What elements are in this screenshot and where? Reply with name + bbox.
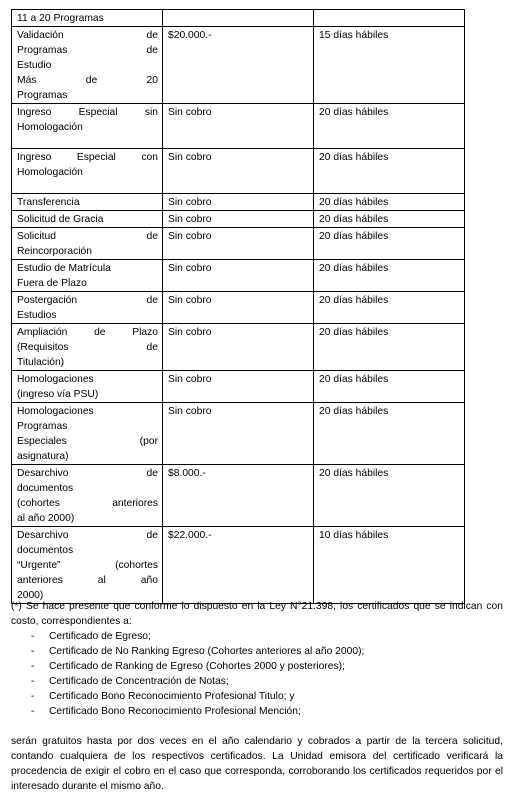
table-row [12,527,465,604]
table-row [12,104,465,149]
plazo-cell: 20 días hábiles [314,403,465,465]
list-item-text: Certificado Bono Reconocimiento Profesional Titulo; y [49,691,295,702]
bullet-dash: - [31,676,35,687]
tramite-line: Homologaciones [17,374,94,385]
tramite-cell [12,211,163,228]
costo-cell: $8.000.- [163,465,314,527]
tramite-line: asignatura) [17,451,69,462]
tramite-line: al año 2000) [17,513,75,524]
plazo-cell: 20 días hábiles [314,324,465,371]
bullet-dash: - [31,646,35,657]
costo-cell: Sin cobro [163,104,314,149]
costo-cell: Sin cobro [163,324,314,371]
table-row [12,27,465,104]
list-item-text: Certificado de Egreso; [49,631,151,642]
tramite-line: Programas [17,421,68,432]
tramite-line: Validación de [17,30,158,41]
plazo-cell: 20 días hábiles [314,465,465,527]
tramite-line: Estudio de Matrícula [17,263,111,274]
tramite-line: 11 a 20 Programas [17,13,104,24]
costo-cell: Sin cobro [163,211,314,228]
costo-cell [163,10,314,27]
table-row [12,324,465,371]
tramite-cell [12,527,163,604]
tramite-cell [12,228,163,260]
tramite-line: 2000) [17,590,44,601]
list-item-text: Certificado Bono Reconocimiento Profesional Mención; [49,706,301,717]
plazo-cell: 15 días hábiles [314,27,465,104]
tramite-line: Programas de [17,45,158,56]
costo-cell: Sin cobro [163,228,314,260]
table-row [12,211,465,228]
list-item [11,689,503,704]
costo-cell: Sin cobro [163,403,314,465]
bullet-dash: - [31,706,35,717]
tramite-line: anteriores al año [17,575,158,586]
tramite-line: (ingreso vía PSU) [17,389,99,400]
fee-table [11,9,465,604]
bullet-dash: - [31,691,35,702]
tramite-line: Programas [17,90,68,101]
footnote-closing: serán gratuitos hasta por dos veces en el año calendario y cobrados a partir de la tercera solicitud, contando cualquiera de los respectivos certificados. La Unidad emisora del certificado verificará la procedencia de exigir el cobro en el caso que corresponda, corroborando los certificados requeridos por el interesado durante el mismo año. [11,736,503,792]
table-row [12,260,465,292]
plazo-cell: 20 días hábiles [314,104,465,149]
tramite-line: Ingreso Especial con [17,152,158,163]
bullet-dash: - [31,631,35,642]
list-item-text: Certificado de No Ranking Egreso (Cohortes anteriores al año 2000); [49,646,365,657]
tramite-line: Estudio [17,60,52,71]
costo-cell: Sin cobro [163,149,314,194]
tramite-cell [12,260,163,292]
list-item [11,659,503,674]
tramite-cell [12,465,163,527]
certificate-list [11,629,503,719]
tramite-line: Solicitud de Gracia [17,214,104,225]
costo-cell: $22.000.- [163,527,314,604]
tramite-line: Más de 20 [17,75,158,86]
plazo-cell: 20 días hábiles [314,292,465,324]
table-row [12,403,465,465]
tramite-line: Especiales (por [17,436,158,447]
tramite-line: (cohortes anteriores [17,498,158,509]
tramite-cell [12,371,163,403]
tramite-line: Ampliación de Plazo [17,327,158,338]
costo-cell: Sin cobro [163,292,314,324]
list-item-text: Certificado de Concentración de Notas; [49,676,229,687]
table-row [12,149,465,194]
bullet-dash: - [31,661,35,672]
costo-cell: Sin cobro [163,371,314,403]
tramite-cell [12,104,163,149]
tramite-line: Ingreso Especial sin [17,107,158,118]
tramite-cell [12,292,163,324]
plazo-cell: 20 días hábiles [314,149,465,194]
tramite-cell [12,324,163,371]
plazo-cell: 20 días hábiles [314,228,465,260]
table-row [12,10,465,27]
tramite-line: Desarchivo de [17,468,158,479]
tramite-cell [12,10,163,27]
tramite-line: “Urgente” (cohortes [17,560,158,571]
footnote-intro: (*) Se hace presente que conforme lo dispuesto en la Ley N°21.398, los certificados que se indican con costo, correspondientes a: [11,601,503,627]
costo-cell: Sin cobro [163,194,314,211]
table-row [12,228,465,260]
tramite-cell [12,403,163,465]
tramite-line: Solicitud de [17,231,158,242]
tramite-line: Homologación [17,167,83,178]
tramite-cell [12,27,163,104]
tramite-line: Transferencia [17,197,80,208]
tramite-line: Homologaciones [17,406,94,417]
tramite-line: Estudios [17,310,57,321]
tramite-line: Titulación) [17,357,65,368]
tramite-cell [12,194,163,211]
table-row [12,371,465,403]
table-row [12,292,465,324]
plazo-cell: 20 días hábiles [314,211,465,228]
list-item [11,644,503,659]
tramite-line: Postergación de [17,295,158,306]
tramite-line: documentos [17,483,74,494]
costo-cell: Sin cobro [163,260,314,292]
table-row [12,465,465,527]
tramite-line: Homologación [17,122,83,133]
tramite-cell [12,149,163,194]
plazo-cell: 20 días hábiles [314,371,465,403]
list-item [11,629,503,644]
footnote [11,599,503,794]
costo-cell: $20.000.- [163,27,314,104]
tramite-line: Reincorporación [17,246,92,257]
table-row [12,194,465,211]
tramite-line: Fuera de Plazo [17,278,87,289]
list-item [11,704,503,719]
tramite-line: Desarchivo de [17,530,158,541]
fee-table-body [12,10,465,604]
list-item-text: Certificado de Ranking de Egreso (Cohortes 2000 y posteriores); [49,661,345,672]
plazo-cell: 20 días hábiles [314,194,465,211]
tramite-line: (Requisitos de [17,342,158,353]
plazo-cell [314,10,465,27]
plazo-cell: 20 días hábiles [314,260,465,292]
list-item [11,674,503,689]
plazo-cell: 10 días hábiles [314,527,465,604]
tramite-line: documentos [17,545,74,556]
